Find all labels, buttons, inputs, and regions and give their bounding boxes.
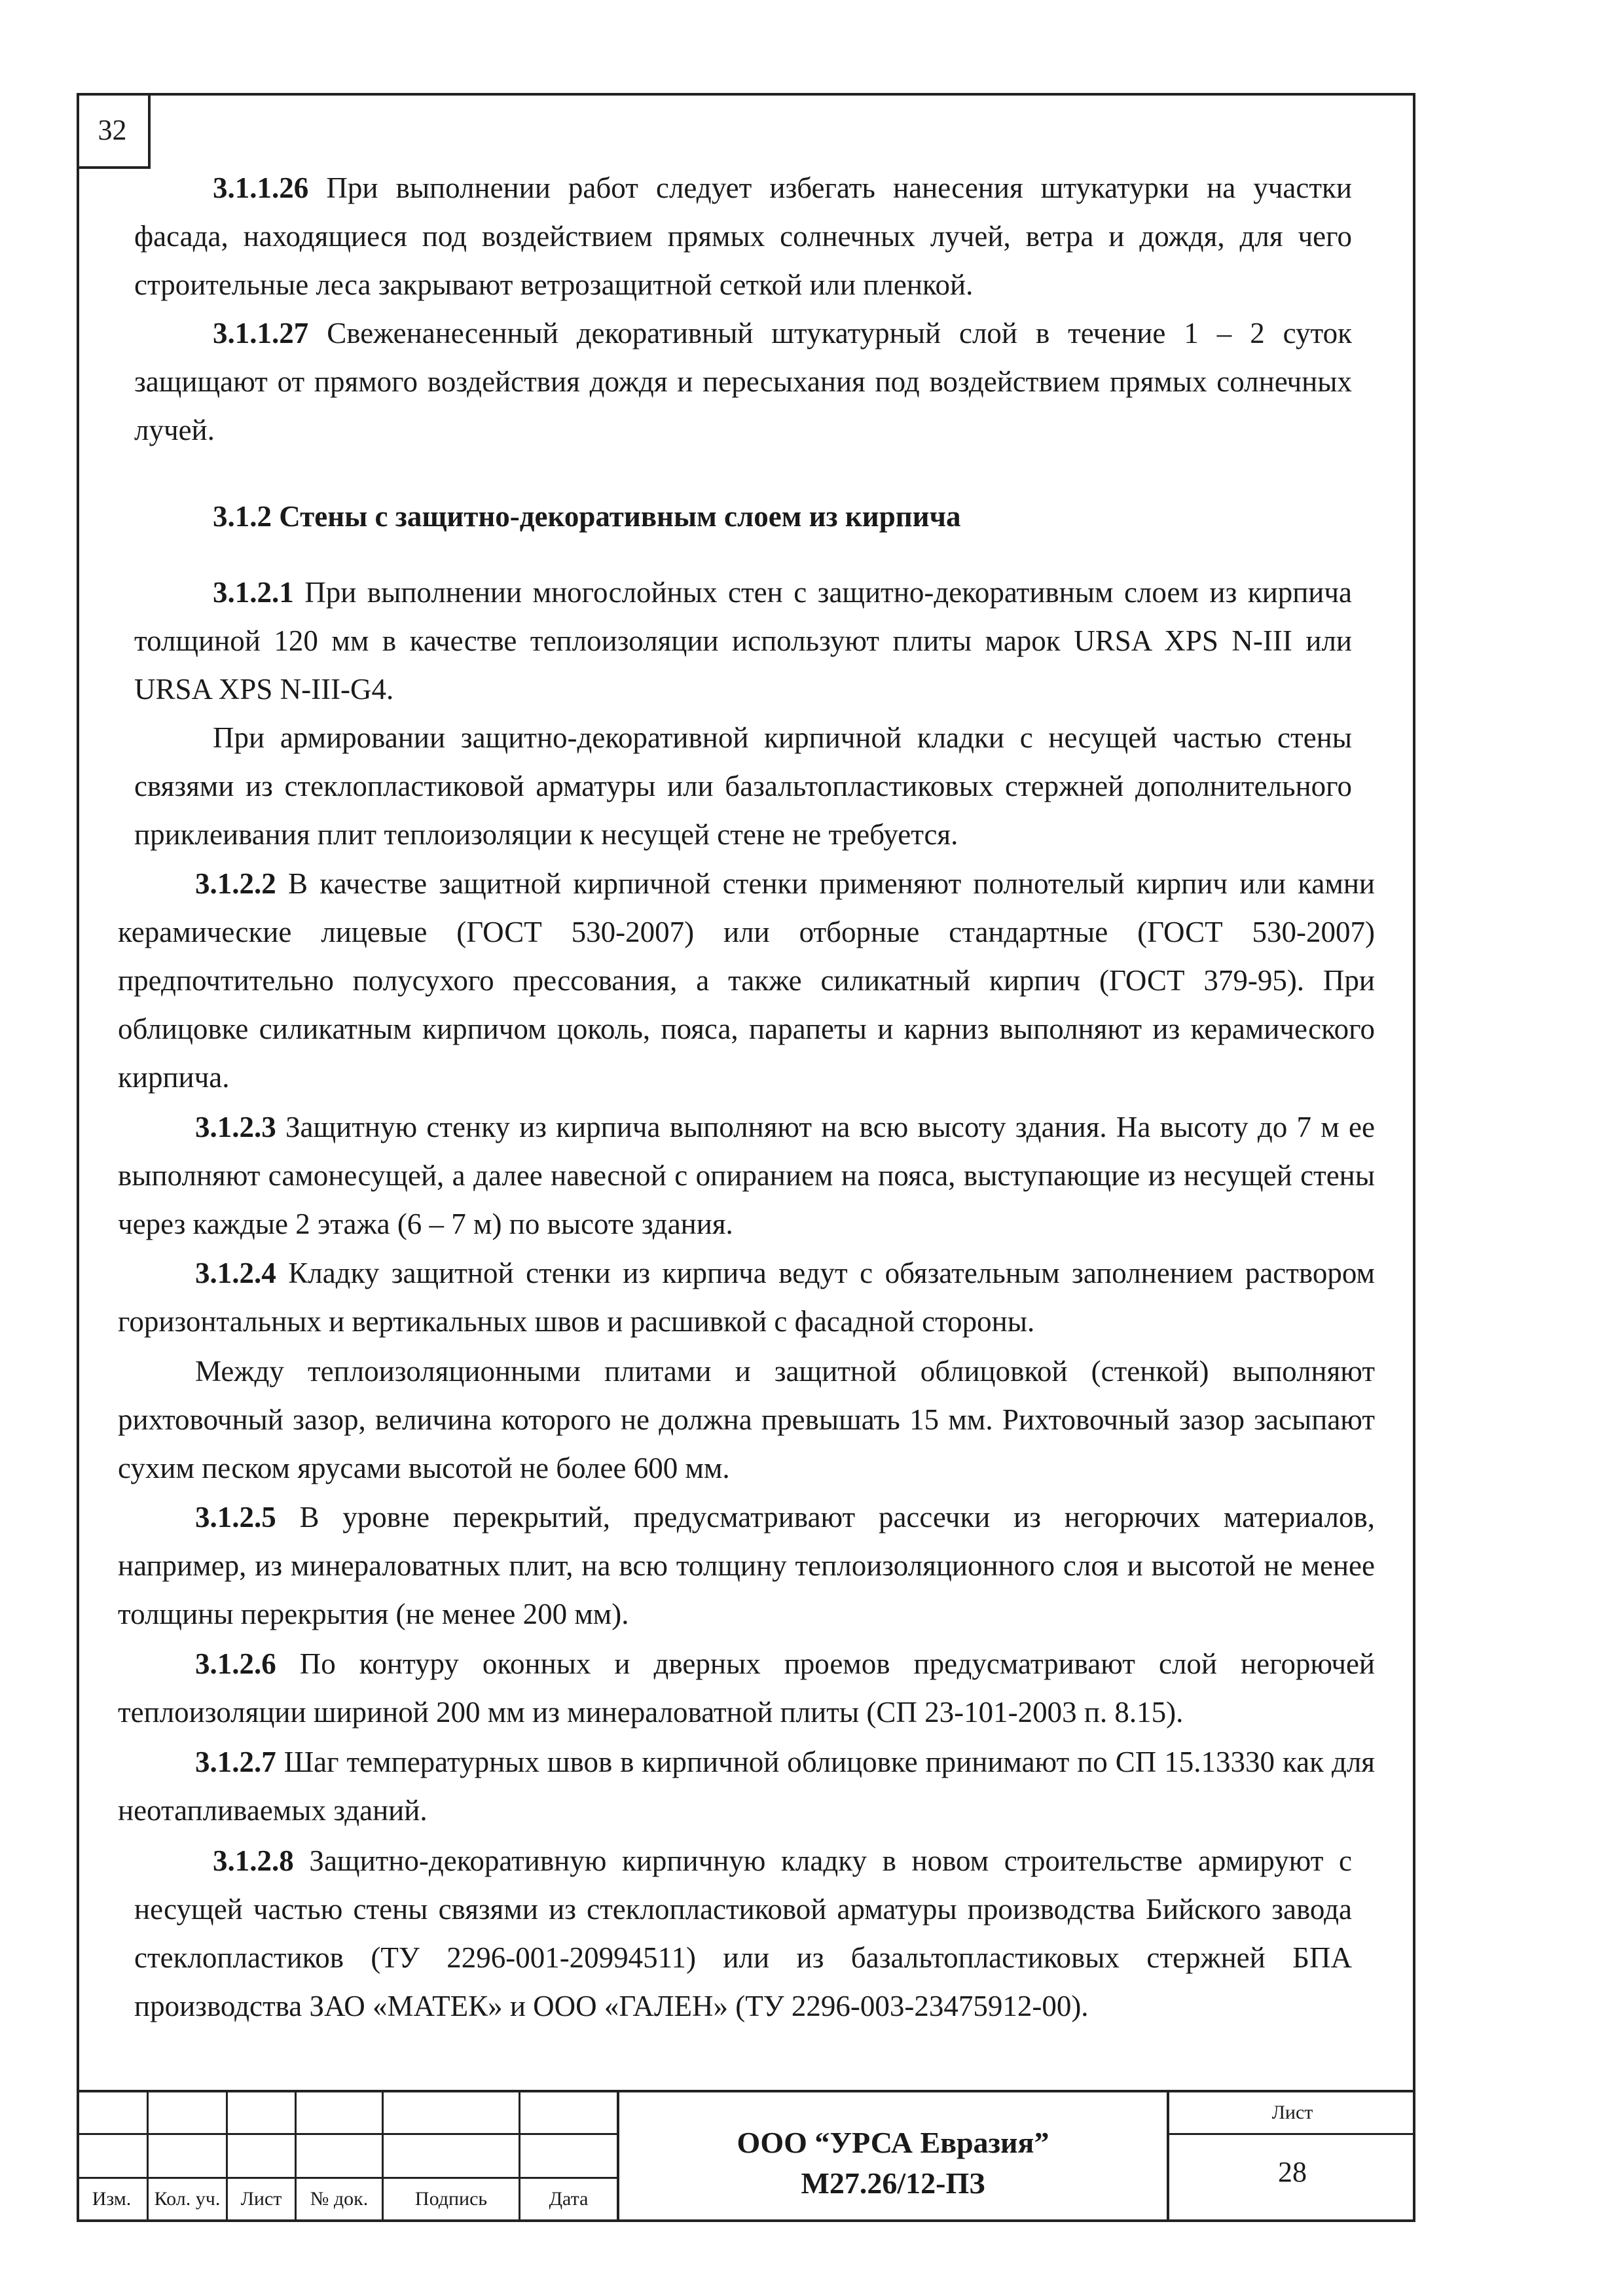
paragraph-text: Свеженанесенный декоративный штукатурный слой в течение 1 – 2 суток защищают от прямого воздействия дождя и пересыхания под воздействием прямых солнечных лучей. <box>134 317 1352 446</box>
paragraph <box>118 1738 1375 1835</box>
paragraph-number: 3.1.2.7 <box>195 1746 276 1778</box>
paragraph-text: Защитную стенку из кирпича выполняют на всю высоту здания. На высоту до 7 м ее выполняют самонесущей, а далее навесной с опиранием на пояса, выступающие из несущей стены через каждые 2 этажа (6 – 7 м) по высоте здания. <box>118 1111 1375 1240</box>
paragraph-number: 3.1.1.27 <box>213 317 309 350</box>
paragraph-text: Кладку защитной стенки из кирпича ведут с обязательным заполнением раствором горизонтальных и вертикальных швов и расшивкой с фасадной стороны. <box>118 1257 1375 1338</box>
col-label-doc-no: № док. <box>310 2188 369 2210</box>
col-label-signature: Подпись <box>414 2188 488 2210</box>
paragraph-text: Защитно-декоративную кирпичную кладку в новом строительстве армируют с несущей частью стены связями из стеклопластиковой арматуры производства Бийского завода стеклопластиков (ТУ 2296-001-20994511) или из базальтопластиковых стержней БПА производства ЗАО «МАТЕК» и ООО «ГАЛЕН» (ТУ 2296-003-23475912-00). <box>134 1844 1352 2022</box>
paragraph <box>118 1347 1375 1492</box>
grid-line <box>77 2177 617 2179</box>
grid-line <box>1167 2133 1415 2135</box>
paragraph-number: 3.1.1.26 <box>213 171 309 204</box>
sheet-number: 28 <box>1278 2156 1307 2188</box>
paragraph <box>134 568 1352 713</box>
grid-line <box>77 2133 617 2135</box>
col-label-kol-uch: Кол. уч. <box>154 2188 221 2210</box>
paragraph-text: По контуру оконных и дверных проемов предусматривают слой негорючей теплоизоляции шириной 200 мм из минераловатной плиты (СП 23-101-2003 п. 8.15). <box>118 1647 1375 1729</box>
col-label-date: Дата <box>549 2188 589 2210</box>
paragraph <box>134 309 1352 454</box>
paragraph-number: 3.1.2.8 <box>213 1844 294 1877</box>
paragraph-number: 3.1.2.4 <box>195 1257 276 1289</box>
paragraph-text: В уровне перекрытий, предусматривают рассечки из негорючих материалов, например, из минераловатных плит, на всю толщину теплоизоляционного слоя и высотой не менее толщины перекрытия (не менее 200 мм). <box>118 1501 1375 1630</box>
sheet-label: Лист <box>1271 2102 1313 2123</box>
document-code: М27.26/12-ПЗ <box>801 2166 985 2200</box>
title-block-border <box>77 2090 1415 2092</box>
paragraph <box>118 1103 1375 1248</box>
section-heading: 3.1.2 Стены с защитно-декоративным слоем из кирпича <box>213 500 961 533</box>
paragraph-text: В качестве защитной кирпичной стенки применяют полнотелый кирпич или камни керамические лицевые (ГОСТ 530-2007) или отборные стандартные (ГОСТ 530-2007) предпочтительно полусухого прессования, а также силикатный кирпич (ГОСТ 379-95). При облицовке силикатным кирпичом цоколь, пояса, парапеты и карниз выполняют из керамического кирпича. <box>118 867 1375 1094</box>
organization-name: ООО “УРСА Евразия” <box>737 2126 1049 2159</box>
paragraph <box>134 1837 1352 2030</box>
page-number: 32 <box>77 93 151 169</box>
paragraph-number: 3.1.2.6 <box>195 1647 276 1680</box>
paragraph-text: Шаг температурных швов в кирпичной облицовке принимают по СП 15.13330 как для неотапливаемых зданий. <box>118 1746 1375 1827</box>
paragraph <box>134 713 1352 859</box>
col-label-izm: Изм. <box>92 2188 132 2210</box>
paragraph-text: При выполнении работ следует избегать нанесения штукатурки на участки фасада, находящиеся под воздействием прямых солнечных лучей, ветра и дождя, для чего строительные леса закрывают ветрозащитной сеткой или пленкой. <box>134 171 1352 301</box>
paragraph <box>118 1249 1375 1346</box>
paragraph <box>118 1493 1375 1638</box>
paragraph <box>118 1640 1375 1736</box>
paragraph-number: 3.1.2.1 <box>213 576 294 609</box>
paragraph <box>118 859 1375 1102</box>
col-label-list: Лист <box>240 2188 282 2210</box>
paragraph-text: Между теплоизоляционными плитами и защитной облицовкой (стенкой) выполняют рихтовочный зазор, величина которого не должна превышать 15 мм. Рихтовочный зазор засыпают сухим песком ярусами высотой не более 600 мм. <box>118 1355 1375 1484</box>
paragraph-number: 3.1.2.5 <box>195 1501 276 1534</box>
paragraph <box>134 164 1352 309</box>
paragraph-number: 3.1.2.3 <box>195 1111 276 1143</box>
paragraph-text: При армировании защитно-декоративной кирпичной кладки с несущей частью стены связями из стеклопластиковой арматуры или базальтопластиковых стержней дополнительного приклеивания плит теплоизоляции к несущей стене не требуется. <box>134 721 1352 851</box>
title-block <box>77 2090 1415 2222</box>
paragraph-number: 3.1.2.2 <box>195 867 276 900</box>
paragraph-text: При выполнении многослойных стен с защитно-декоративным слоем из кирпича толщиной 120 мм в качестве теплоизоляции используют плиты марок URSA XPS N-III или URSA XPS N-III-G4. <box>134 576 1352 706</box>
